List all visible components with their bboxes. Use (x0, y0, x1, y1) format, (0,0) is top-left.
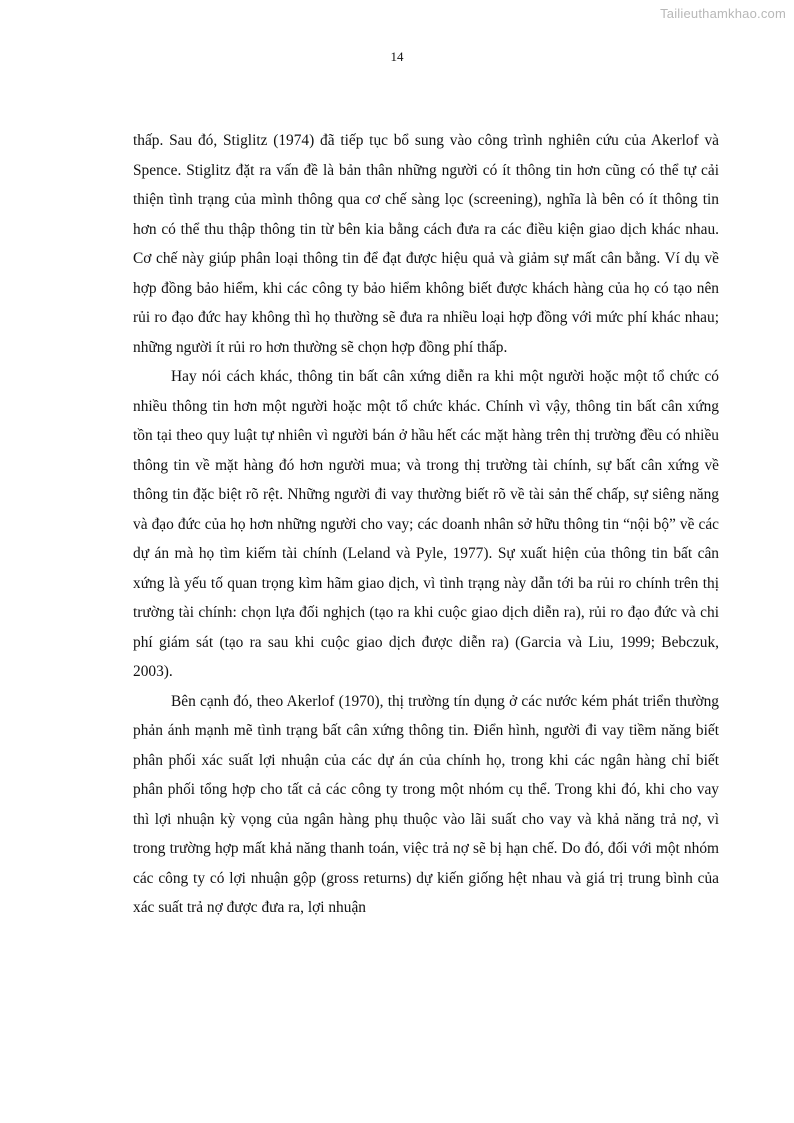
paragraph-3: Bên cạnh đó, theo Akerlof (1970), thị trường tín dụng ở các nước kém phát triển thường phản ánh mạnh mẽ tình trạng bất cân xứng thông tin. Điển hình, người đi vay tiềm năng biết phân phối xác suất lợi nhuận của các dự án của chính họ, trong khi các ngân hàng chỉ biết phân phối tổng hợp cho tất cả các công ty trong một nhóm cụ thể. Trong khi đó, khi cho vay thì lợi nhuận kỳ vọng của ngân hàng phụ thuộc vào lãi suất cho vay và khả năng trả nợ, vì trong trường hợp mất khả năng thanh toán, việc trả nợ sẽ bị hạn chế. Do đó, đối với một nhóm các công ty có lợi nhuận gộp (gross returns) dự kiến giống hệt nhau và giá trị trung bình của xác suất trả nợ được đưa ra, lợi nhuận (133, 692, 719, 916)
document-body (133, 126, 719, 923)
paragraph-1: thấp. Sau đó, Stiglitz (1974) đã tiếp tục bổ sung vào công trình nghiên cứu của Akerlof và Spence. Stiglitz đặt ra vấn đề là bản thân những người có ít thông tin hơn cũng có thể tự cải thiện tình trạng của mình thông qua cơ chế sàng lọc (screening), nghĩa là bên có ít thông tin hơn có thể thu thập thông tin từ bên kia bằng cách đưa ra các điều kiện giao dịch khác nhau. Cơ chế này giúp phân loại thông tin để đạt được hiệu quả và giảm sự mất cân bằng. Ví dụ về hợp đồng bảo hiểm, khi các công ty bảo hiểm không biết được khách hàng của họ có tạo nên rủi ro đạo đức hay không thì họ thường sẽ đưa ra nhiều loại hợp đồng với mức phí khác nhau; những người ít rủi ro hơn thường sẽ chọn hợp đồng phí thấp. (133, 132, 719, 356)
paragraph-2: Hay nói cách khác, thông tin bất cân xứng diễn ra khi một người hoặc một tổ chức có nhiều thông tin hơn một người hoặc một tổ chức khác. Chính vì vậy, thông tin bất cân xứng tồn tại theo quy luật tự nhiên vì người bán ở hầu hết các mặt hàng trên thị trường đều có nhiều thông tin về mặt hàng đó hơn người mua; và trong thị trường tài chính, sự bất cân xứng về thông tin đặc biệt rõ rệt. Những người đi vay thường biết rõ về tài sản thế chấp, sự siêng năng và đạo đức của họ hơn những người cho vay; các doanh nhân sở hữu thông tin “nội bộ” về các dự án mà họ tìm kiếm tài chính (Leland và Pyle, 1977). Sự xuất hiện của thông tin bất cân xứng là yếu tố quan trọng kìm hãm giao dịch, vì tình trạng này dẫn tới ba rủi ro chính trên thị trường tài chính: chọn lựa đối nghịch (tạo ra khi cuộc giao dịch diễn ra), rủi ro đạo đức và chi phí giám sát (tạo ra sau khi cuộc giao dịch được diễn ra) (Garcia và Liu, 1999; Bebczuk, 2003). (133, 368, 719, 680)
page-number: 14 (390, 49, 404, 64)
watermark: Tailieuthamkhao.com (660, 6, 786, 21)
